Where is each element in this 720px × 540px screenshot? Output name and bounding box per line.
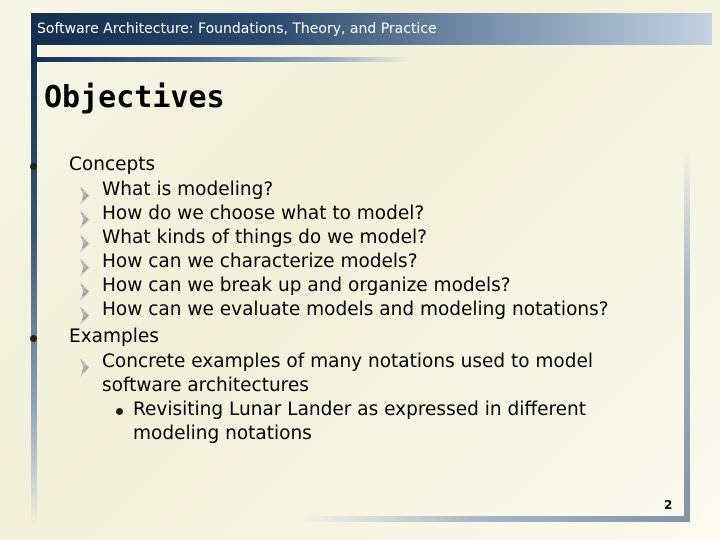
round-bullet-icon (116, 408, 123, 415)
sub-bullet (28, 202, 678, 226)
sub-bullet-text: Concrete examples of many notations used to model software architectures (102, 351, 594, 396)
right-accent-rule (684, 150, 690, 520)
sub-bullet (28, 178, 678, 202)
sub-bullet-text: How can we break up and organize models? (102, 275, 511, 296)
sub-bullet-text: How do we choose what to model? (102, 203, 425, 224)
sub-bullet (28, 226, 678, 250)
round-bullet-icon (30, 335, 37, 342)
title-underline-rule (31, 57, 411, 62)
slide-title: Objectives (44, 80, 225, 115)
arrowhead-bullet-icon (80, 358, 89, 377)
sub-bullet-text: What is modeling? (102, 179, 274, 200)
round-bullet-icon (30, 163, 37, 170)
sub-bullet (28, 274, 678, 298)
sub-bullet-text: How can we evaluate models and modeling notations? (102, 299, 609, 320)
sub-bullet-text: What kinds of things do we model? (102, 227, 427, 248)
sub-sub-bullet (28, 398, 653, 446)
header-bar (31, 13, 712, 45)
header-title: Software Architecture: Foundations, Theory, and Practice (37, 21, 437, 37)
bullet-text: Concepts (69, 154, 156, 175)
page-number: 2 (664, 498, 673, 512)
sub-bullet (28, 350, 662, 398)
bullet-text: Examples (69, 326, 159, 347)
bullet-examples (28, 324, 678, 350)
arrowhead-bullet-icon (80, 306, 89, 325)
sub-bullet (28, 298, 678, 322)
bottom-accent-rule (300, 516, 690, 522)
sub-bullet (28, 250, 678, 274)
sub-bullet-text: How can we characterize models? (102, 251, 418, 272)
sub-sub-bullet-text: Revisiting Lunar Lander as expressed in different modeling notations (133, 399, 587, 444)
slide-body (28, 152, 678, 446)
bullet-concepts (28, 152, 678, 178)
